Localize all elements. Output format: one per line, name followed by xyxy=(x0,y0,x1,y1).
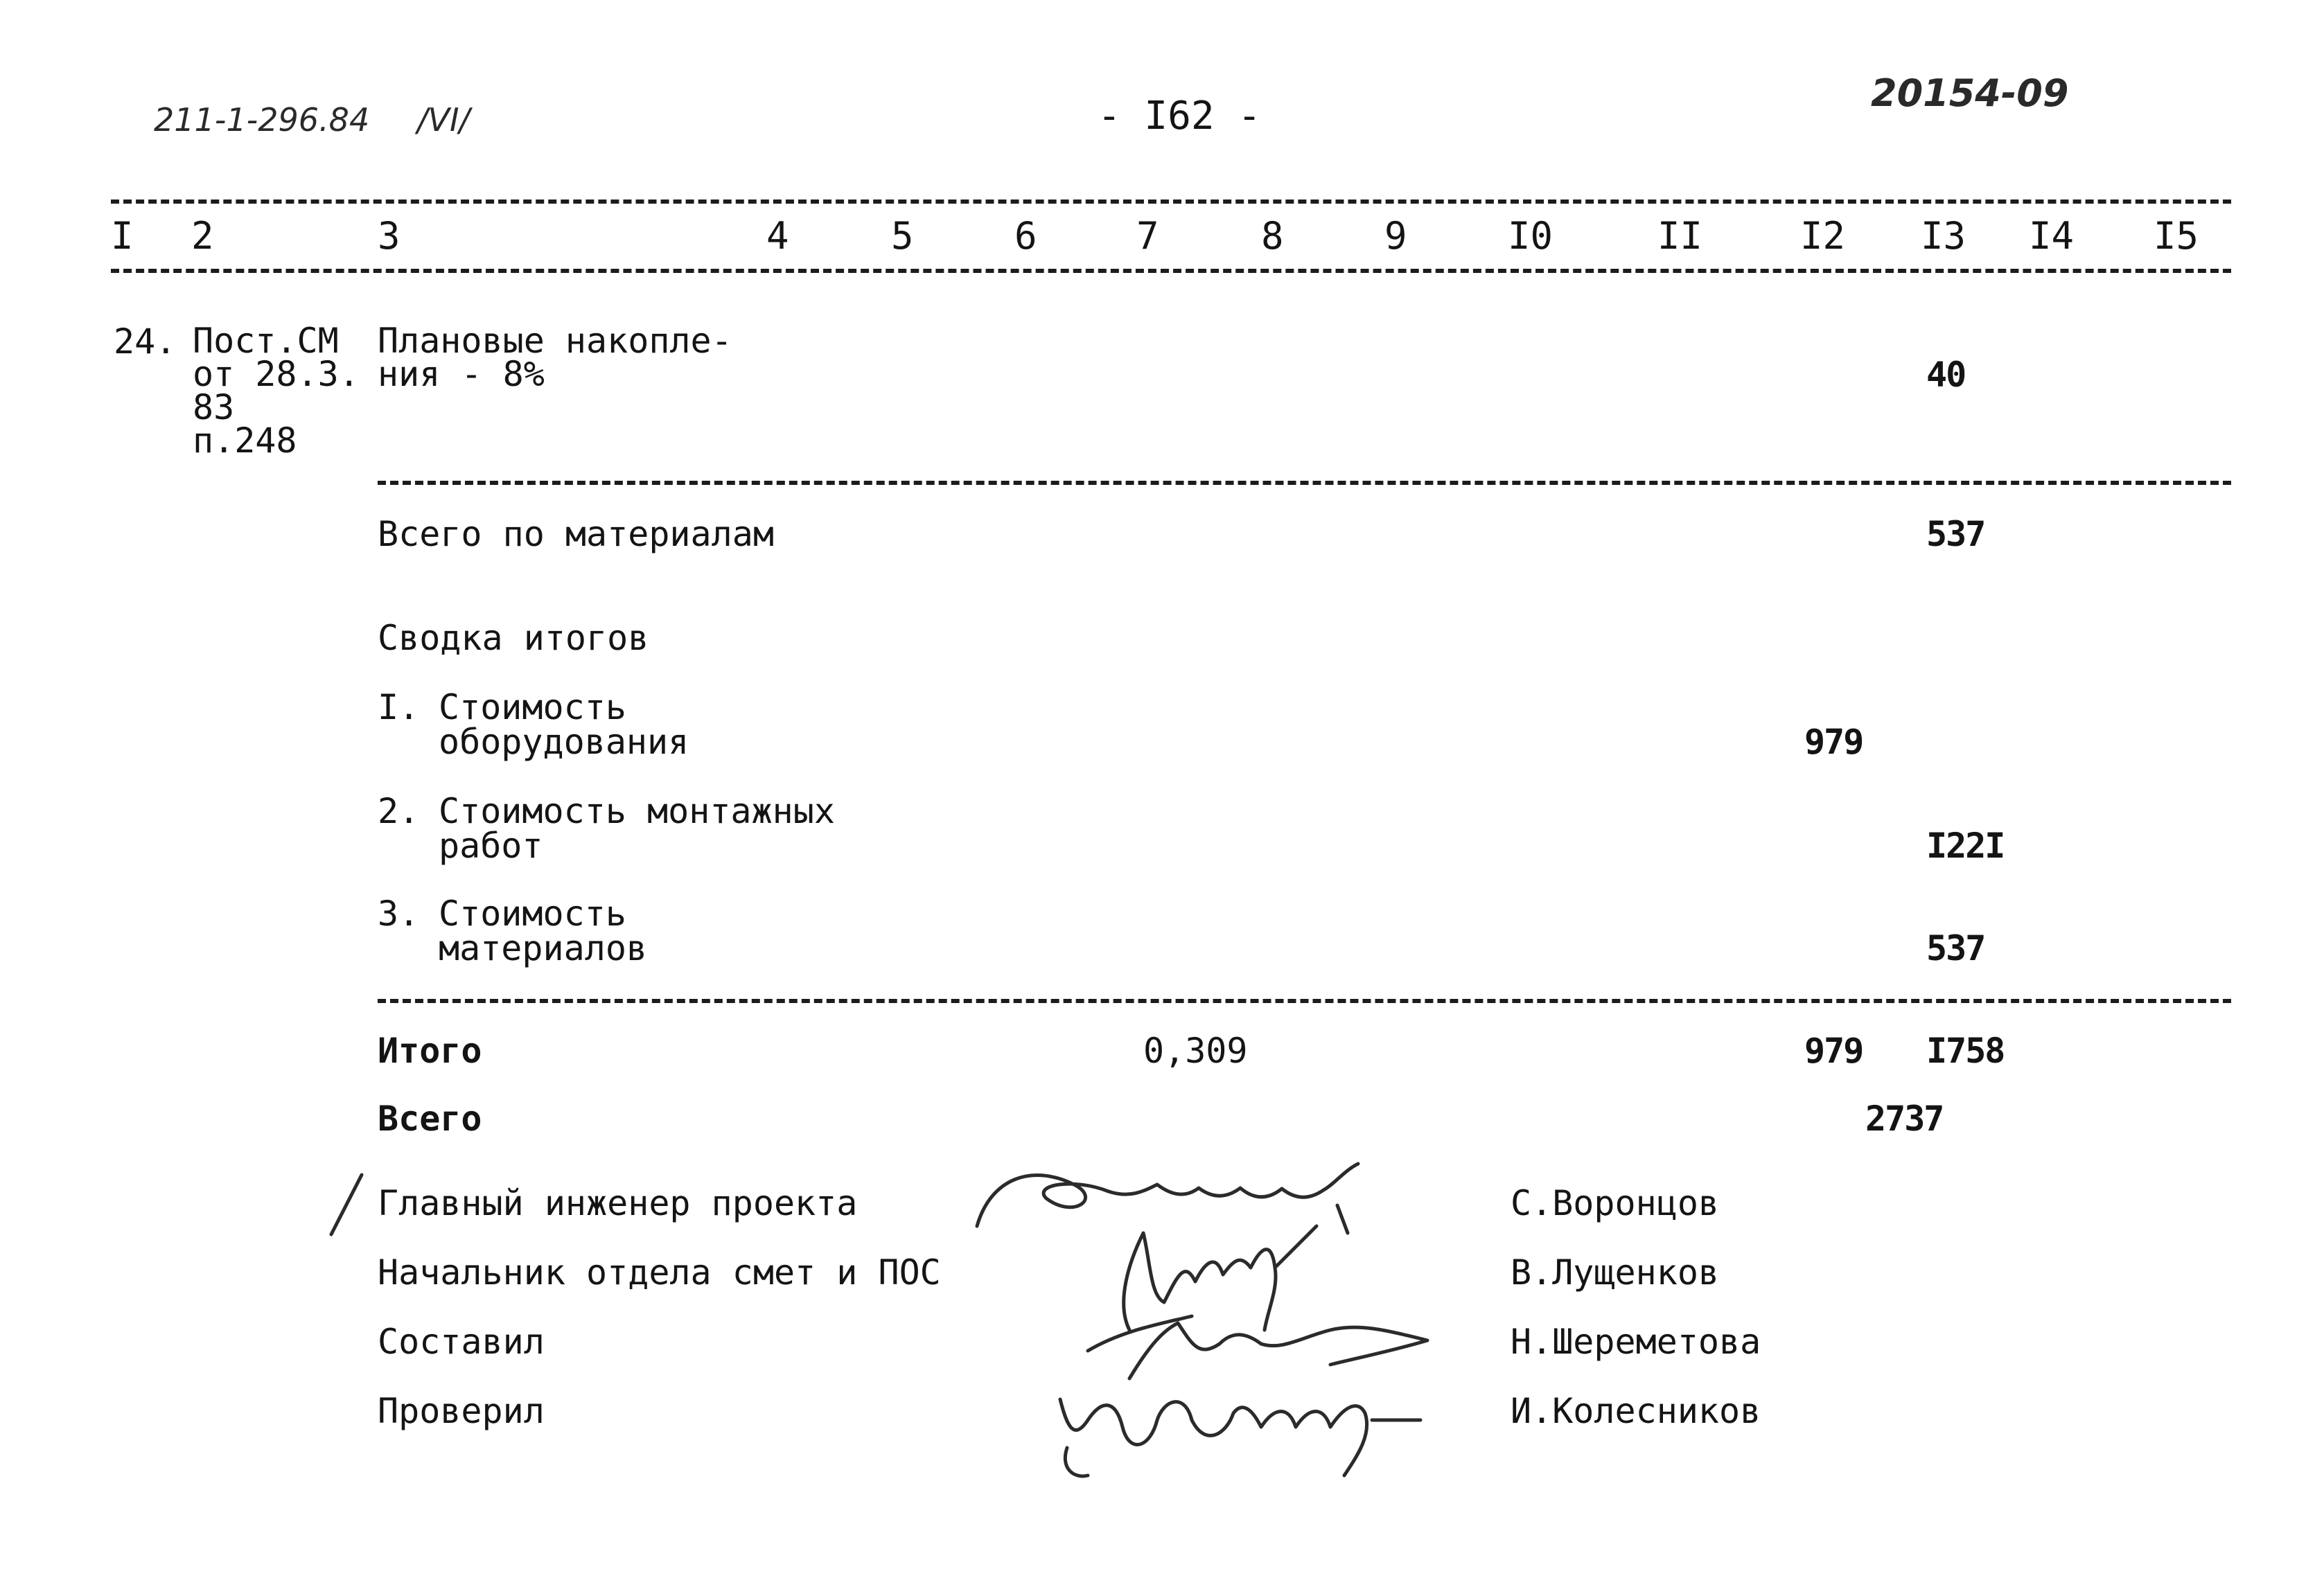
row-basis xyxy=(193,321,360,461)
vsego-label: Всего xyxy=(378,1099,482,1139)
tick-mark xyxy=(326,1171,367,1240)
separator-rule xyxy=(378,481,2231,485)
column-number: 9 xyxy=(1384,214,1407,258)
summary-item-number: 2. xyxy=(378,791,420,831)
itogo-label: Итого xyxy=(378,1031,482,1071)
summary-item-line: Стоимость монтажных xyxy=(439,791,835,831)
column-number: 7 xyxy=(1136,214,1159,258)
signature-role: Главный инженер проекта xyxy=(378,1183,858,1223)
basis-line: п.248 xyxy=(193,420,297,461)
signature-role: Составил xyxy=(378,1322,545,1362)
column-number: 8 xyxy=(1261,214,1284,258)
summary-item-number: 3. xyxy=(378,894,420,934)
basis-line: 83 xyxy=(193,387,235,427)
column-number: I3 xyxy=(1921,214,1966,258)
column-number: 3 xyxy=(378,214,400,258)
summary-item-col13: 537 xyxy=(1926,928,1985,968)
summary-item-col13: I22I xyxy=(1926,826,2005,866)
summary-item-label xyxy=(439,896,647,966)
doc-volume: /VI/ xyxy=(417,101,470,139)
signature-role: Проверил xyxy=(378,1391,545,1431)
row-col13-value: 40 xyxy=(1926,355,1966,395)
column-number: 2 xyxy=(191,214,214,258)
summary-item-col12: 979 xyxy=(1804,722,1863,762)
column-number: I xyxy=(111,214,134,258)
row-number: 24. xyxy=(114,321,177,362)
doc-code: 211-1-296.84 xyxy=(154,101,370,139)
column-number: 4 xyxy=(766,214,789,258)
summary-item-label xyxy=(439,687,689,762)
summary-item-label xyxy=(439,791,835,866)
itogo-col13: I758 xyxy=(1926,1031,2005,1071)
description-line: ния - 8% xyxy=(378,354,545,394)
column-number: II xyxy=(1657,214,1703,258)
header-bottom-rule xyxy=(111,269,2231,273)
handwritten-signature xyxy=(1046,1372,1434,1482)
signature-name: В.Лущенков xyxy=(1511,1252,1720,1293)
column-number: I5 xyxy=(2154,214,2199,258)
archive-number: 20154-09 xyxy=(1871,71,2069,115)
signature-role: Начальник отдела смет и ПОС xyxy=(378,1252,941,1293)
summary-item-line: материалов xyxy=(439,928,648,968)
description-line: Плановые накопле- xyxy=(378,321,732,361)
summary-item-line: Стоимость xyxy=(439,894,626,934)
column-number: I2 xyxy=(1800,214,1846,258)
summary-heading: Сводка итогов xyxy=(378,618,649,658)
itogo-col7: 0,309 xyxy=(1143,1031,1248,1071)
total-materials-label: Всего по материалам xyxy=(378,514,774,554)
summary-item-line: оборудования xyxy=(439,722,689,762)
basis-line: от 28.3. xyxy=(193,354,360,394)
signature-name: И.Колесников xyxy=(1511,1391,1761,1431)
column-number: I4 xyxy=(2029,214,2075,258)
summary-item-number: I. xyxy=(378,687,420,727)
total-materials-col13: 537 xyxy=(1926,514,1985,554)
signature-name: С.Воронцов xyxy=(1511,1183,1720,1223)
summary-item-line: работ xyxy=(439,826,543,866)
column-number: 6 xyxy=(1014,214,1037,258)
vsego-value: 2737 xyxy=(1865,1099,1944,1139)
separator-rule xyxy=(378,999,2231,1003)
itogo-col12: 979 xyxy=(1804,1031,1863,1071)
basis-line: Пост.СМ xyxy=(193,321,339,361)
row-description xyxy=(378,321,732,394)
page-number: - I62 - xyxy=(1098,94,1262,139)
header-top-rule xyxy=(111,200,2231,204)
column-number: 5 xyxy=(891,214,914,258)
column-number: I0 xyxy=(1508,214,1553,258)
signature-name: Н.Шереметова xyxy=(1511,1322,1761,1362)
summary-item-line: Стоимость xyxy=(439,687,626,727)
